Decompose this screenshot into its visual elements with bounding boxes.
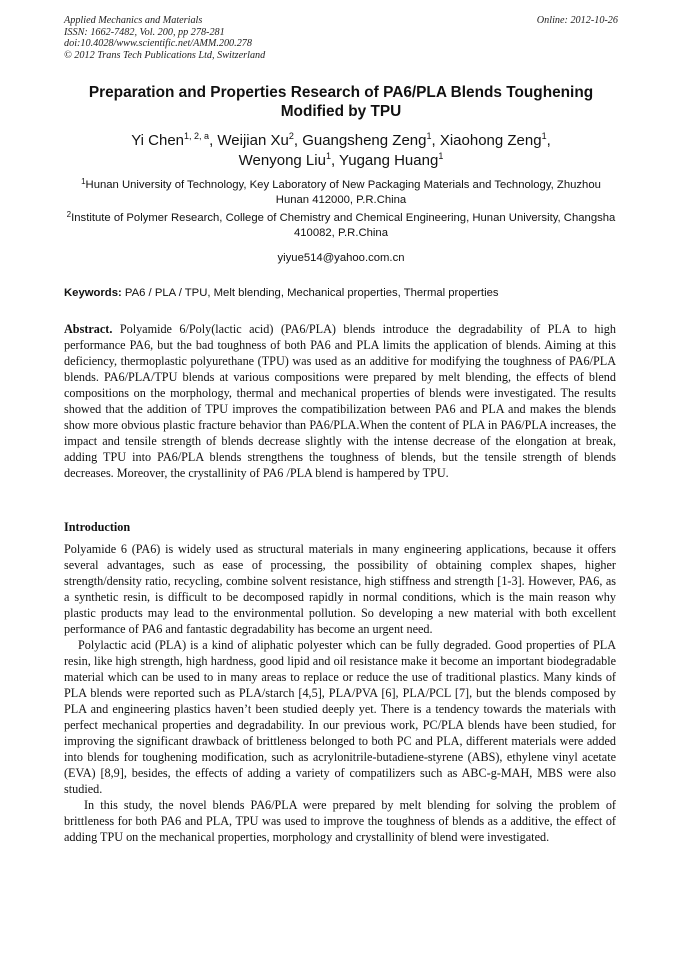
author-email: yiyue514@yahoo.com.cn (277, 252, 405, 264)
journal-header (64, 15, 618, 61)
paragraph: Polylactic acid (PLA) is a kind of aliphatic polyester which can be fully degraded. Good properties of PLA resin, like high strength, high hardness, good lipid and oil resistance make it become an important biodegradable material which can be used to in many areas to replace or reduce the use of traditional plastics. Many kinds of PLA blends were reported such as PLA/starch [4,5], PLA/PVA [6], PLA/PCL [7], but the blends composed by PLA and engineering plastics haven’t been studied deeply yet. There is a tendency towards the materials with perfect mechanical properties and degradability. In our previous work, PC/PLA blends have been studied, for improving the significant drawback of brittleness belonged to both PC and PLA, different materials were added into blends for toughening modification, such as acrylonitrile-butadiene-styrene (ABS), ethylene vinyl acetate (EVA) [8,9], besides, the effects of adding a variety of compatilizers such as ABC-g-MAH, MBS were also studied. (64, 638, 616, 796)
keywords-label: Keywords: (64, 287, 122, 299)
keywords (64, 286, 618, 300)
introduction-body (64, 541, 616, 845)
abstract (64, 321, 616, 481)
abstract-label: Abstract. (64, 322, 113, 336)
copyright-line: © 2012 Trans Tech Publications Ltd, Switzerland (64, 49, 266, 61)
paragraph: In this study, the novel blends PA6/PLA were prepared by melt blending for solving the problem of brittleness for both PA6 and PLA, TPU was used to improve the toughness of blends as a additive, the effect of adding TPU on the mechanical properties, morphology and crystallinity of blend were investigated. (64, 798, 616, 844)
abstract-text: Polyamide 6/Poly(lactic acid) (PA6/PLA) blends introduce the degradability of PLA to high performance PA6, but the bad toughness of both PA6 and PLA limits the application of blends. Aiming at this deficiency, thermoplastic polyurethane (TPU) was used as an additive for modifying the toughness of PA6/PLA blends. PA6/PLA/TPU blends at various compositions were prepared by melt blending, the effects of blend compositions on the morphology, thermal and mechanical properties of blends were investigated. The results showed that the addition of TPU improves the compatibilization between PA6 and PLA and makes the blends show more obvious plastic fracture behavior than PA6/PLA.When the content of PLA in PA6/PLA increases, the impact and tensile strength of blends decrease slightly with the intense decrease of the elongation at break, adding TPU into PA6/PLA blends strengthens the toughness of blends, but the tensile strength of blends decreases. Moreover, the crystallinity of PA6 /PLA blend is hampered by TPU. (64, 322, 616, 480)
author: Yugang Huang$^1$ (339, 151, 444, 169)
affiliation-1: $^1$Hunan University of Technology, Key Laboratory of New Packaging Materials and Technology, Zhuzhou Hunan 412000, P.R.China (81, 177, 601, 206)
affiliation-2: $^2$Institute of Polymer Research, College of Chemistry and Chemical Engineering, Hunan University, Changsha 410082, P.R.China (66, 210, 616, 239)
paper-title: Preparation and Properties Research of PA6/PLA Blends Toughening Modified by TPU (88, 84, 594, 120)
author-list (64, 131, 618, 171)
introduction-heading: Introduction (64, 520, 131, 534)
author: Weijian Xu$^2$, (217, 131, 303, 149)
issn-line: ISSN: 1662-7482, Vol. 200, pp 278-281 (64, 26, 225, 38)
author: Xiaohong Zeng$^1$, (439, 131, 551, 149)
keywords-text: PA6 / PLA / TPU, Melt blending, Mechanical properties, Thermal properties (124, 287, 499, 299)
author: Wenyong Liu$^1$, (238, 151, 340, 169)
doi-line: doi:10.4028/www.scientific.net/AMM.200.278 (64, 38, 252, 50)
author: Yi Chen$^{1, 2, a}$, (131, 131, 218, 149)
paragraph: Polyamide 6 (PA6) is widely used as structural materials in many engineering applications, because it offers several advantages, such as ease of processing, the possibility of obtaining complex shapes, higher strength/density ratio, recycling, combine solvent resistance, high stiffness and strength [1-3]. However, PA6, as a synthetic resin, is difficult to be decomposed rapidly in normal conditions, which is the main reason why plastic products may lead to the environmental pollution. So developing a new material with both excellent performance of PA6 and fantastic degradability has become an urgent need. (64, 542, 616, 636)
journal-name: Applied Mechanics and Materials (64, 15, 203, 26)
online-date: Online: 2012-10-26 (536, 15, 618, 26)
author: Guangsheng Zeng$^1$, (302, 131, 440, 149)
